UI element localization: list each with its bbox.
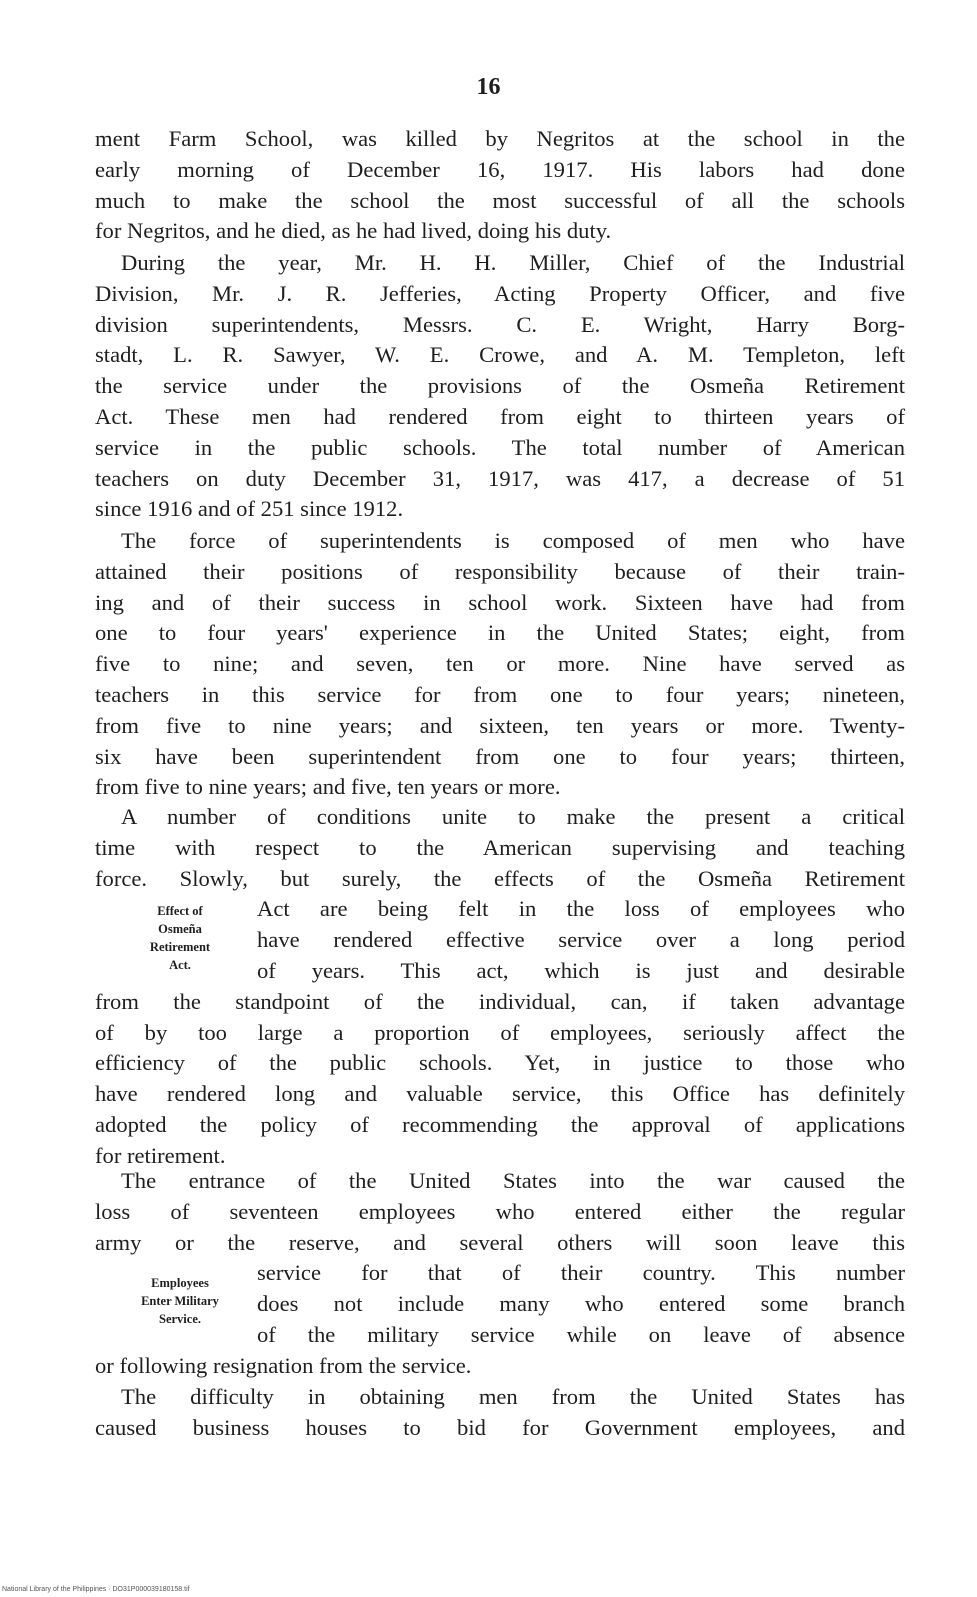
scan-footer: National Library of the Philippines · DO31P000039180158.tif <box>2 1586 190 1593</box>
text-line: does not include many who entered some branch <box>257 1291 905 1317</box>
text-line: ment Farm School, was killed by Negritos at the school in the <box>95 126 905 151</box>
text-line: from the standpoint of the individual, can, if taken advantage <box>95 988 905 1014</box>
text-line: six have been superintendent from one to four years; thirteen, <box>95 743 905 769</box>
text-line: Act. These men had rendered from eight to thirteen years of <box>95 403 905 429</box>
text-line: efficiency of the public schools. Yet, in justice to those who <box>95 1050 905 1076</box>
text-line: much to make the school the most successful of all the schools <box>95 187 905 213</box>
text-line: ing and of their success in school work. Sixteen have had from <box>95 589 905 615</box>
text-line: from five to nine years; and five, ten years or more. <box>95 774 561 800</box>
text-line: of by too large a proportion of employees, seriously affect the <box>95 1019 905 1045</box>
margin-note-military-service <box>95 1274 265 1328</box>
text-line: A number of conditions unite to make the present a critical <box>121 804 905 829</box>
margin-note-line: Retirement <box>149 940 211 954</box>
text-line: teachers in this service for from one to four years; nineteen, <box>95 681 905 707</box>
text-line: caused business houses to bid for Government employees, and <box>95 1414 905 1440</box>
text-line: The difficulty in obtaining men from the United States has <box>121 1384 905 1409</box>
text-line: since 1916 and of 251 since 1912. <box>95 496 404 522</box>
text-line: of the military service while on leave of absence <box>257 1321 905 1347</box>
text-line: During the year, Mr. H. H. Miller, Chief of the Industrial <box>121 250 905 275</box>
text-line: service for that of their country. This number <box>257 1260 905 1286</box>
text-line: from five to nine years; and sixteen, ten years or more. Twenty- <box>95 712 905 738</box>
text-line: The force of superintendents is composed of men who have <box>121 528 905 553</box>
margin-note-line: Service. <box>159 1312 201 1326</box>
text-line: for retirement. <box>95 1142 226 1168</box>
margin-note-line: Enter Military <box>141 1294 219 1308</box>
margin-note-line: Effect of <box>157 904 203 918</box>
paragraph-3 <box>95 526 905 803</box>
paragraph-2 <box>95 248 905 525</box>
margin-note-osmena-retirement <box>95 902 265 974</box>
margin-note-line: Act. <box>169 958 191 972</box>
margin-note-line: Osmeña <box>158 922 202 936</box>
page-number: 16 <box>476 74 501 100</box>
text-line: Act are being felt in the loss of employees who <box>257 896 905 922</box>
paragraph-4 <box>95 802 905 1172</box>
text-line: of years. This act, which is just and desirable <box>257 957 905 983</box>
text-line: adopted the policy of recommending the approval of applications <box>95 1111 905 1137</box>
text-line: attained their positions of responsibility because of their train- <box>95 558 905 584</box>
text-line: loss of seventeen employees who entered either the regular <box>95 1198 905 1224</box>
text-line: for Negritos, and he died, as he had lived, doing his duty. <box>95 218 612 244</box>
text-line: Division, Mr. J. R. Jefferies, Acting Property Officer, and five <box>95 280 905 306</box>
text-line: or following resignation from the service. <box>95 1352 472 1378</box>
text-line: division superintendents, Messrs. C. E. Wright, Harry Borg- <box>95 311 905 337</box>
text-line: five to nine; and seven, ten or more. Nine have served as <box>95 651 905 677</box>
text-line: the service under the provisions of the Osmeña Retirement <box>95 373 905 399</box>
text-line: The entrance of the United States into the war caused the <box>121 1168 905 1193</box>
margin-note-line: Employees <box>151 1276 209 1290</box>
text-line: have rendered effective service over a long period <box>257 927 905 953</box>
text-line: stadt, L. R. Sawyer, W. E. Crowe, and A. M. Templeton, left <box>95 342 905 368</box>
text-line: teachers on duty December 31, 1917, was 417, a decrease of 51 <box>95 465 905 491</box>
text-line: have rendered long and valuable service, this Office has definitely <box>95 1081 905 1107</box>
text-line: force. Slowly, but surely, the effects of the Osmeña Retirement <box>95 865 905 891</box>
paragraph-1 <box>95 124 905 247</box>
text-line: one to four years' experience in the United States; eight, from <box>95 620 905 646</box>
text-line: army or the reserve, and several others will soon leave this <box>95 1229 905 1255</box>
text-line: service in the public schools. The total number of American <box>95 434 905 460</box>
text-line: early morning of December 16, 1917. His labors had done <box>95 156 905 182</box>
paragraph-6 <box>95 1382 905 1444</box>
text-line: time with respect to the American supervising and teaching <box>95 834 905 860</box>
